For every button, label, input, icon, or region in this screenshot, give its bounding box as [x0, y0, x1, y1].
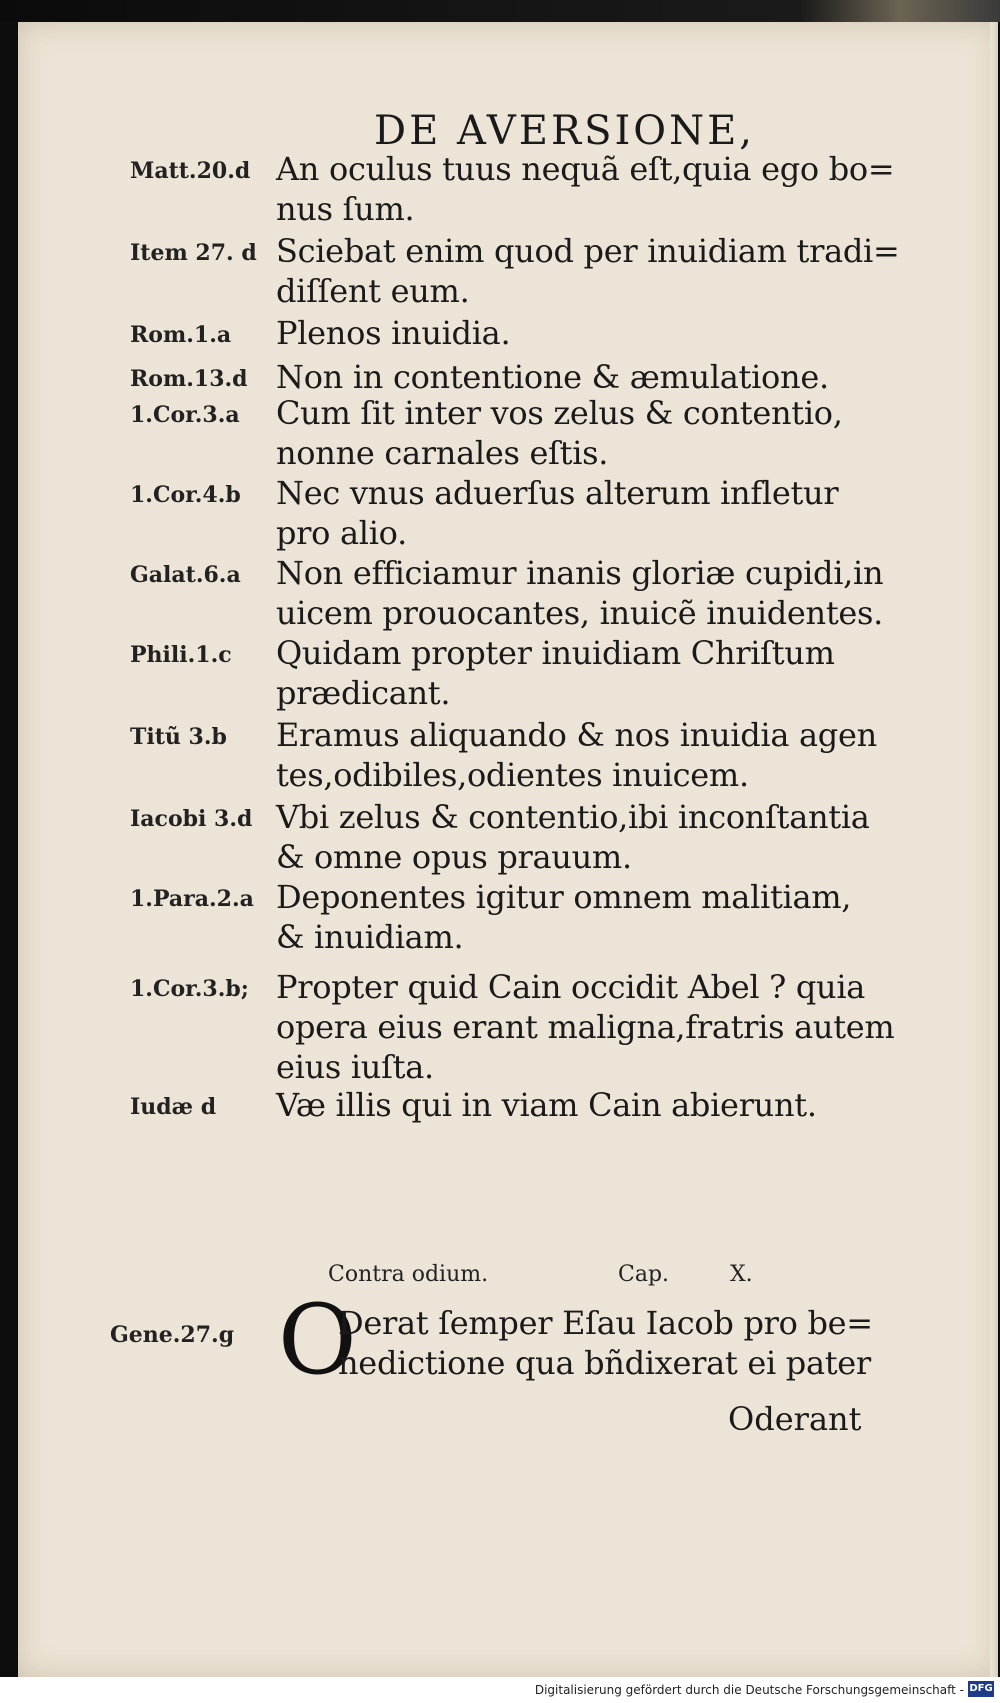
verse-line: & inuidiam. [276, 918, 464, 956]
margin-reference: 1.Cor.4.b [130, 482, 241, 508]
book-page [18, 22, 998, 1677]
margin-reference: Matt.20.d [130, 158, 251, 184]
opening-line-1: Derat ſemper Eſau Iacob pro be= [338, 1304, 873, 1342]
verse-line: Cum ſit inter vos zelus & contentio, [276, 394, 843, 432]
margin-reference: Item 27. d [130, 240, 257, 266]
verse-line: prædicant. [276, 674, 451, 712]
margin-reference: 1.Cor.3.b; [130, 976, 249, 1002]
margin-reference: 1.Para.2.a [130, 886, 254, 912]
verse-line: Sciebat enim quod per inuidiam tradi= [276, 232, 900, 270]
verse-line: Quidam propter inuidiam Chriſtum [276, 634, 835, 672]
scan-top-border [0, 0, 1000, 22]
catchword: Oderant [728, 1400, 862, 1438]
verse-line: Non efficiamur inanis gloriæ cupidi,in [276, 554, 884, 592]
verse-line: Non in contentione & æmulatione. [276, 358, 829, 396]
opening-reference: Gene.27.g [110, 1322, 235, 1348]
chapter-label: Cap. [618, 1262, 670, 1287]
verse-line: Deponentes igitur omnem malitiam, [276, 878, 852, 916]
margin-reference: Iacobi 3.d [130, 806, 253, 832]
margin-reference: Phili.1.c [130, 642, 232, 668]
verse-line: Væ illis qui in viam Cain abierunt. [276, 1086, 817, 1124]
chapter-title: Contra odium. [328, 1262, 489, 1287]
funding-notice: Digitalisierung gefördert durch die Deutsche Forschungsgemeinschaft - [534, 1683, 964, 1697]
chapter-number: X. [730, 1262, 753, 1287]
margin-reference: Titũ 3.b [130, 724, 227, 750]
margin-reference: Rom.13.d [130, 366, 248, 392]
opening-line-2: nedictione qua bñdixerat ei pater [338, 1344, 871, 1382]
verse-line: uicem prouocantes, inuicẽ inuidentes. [276, 594, 884, 632]
verse-line: nus ſum. [276, 190, 415, 228]
header-title: DE AVERSIONE, [374, 108, 755, 154]
page-edge [990, 22, 998, 1677]
verse-line: Nec vnus aduerſus alterum infletur [276, 474, 839, 512]
digitization-footer [0, 1677, 1000, 1703]
margin-reference: Iudæ d [130, 1094, 217, 1120]
verse-line: Eramus aliquando & nos inuidia agen [276, 716, 877, 754]
margin-reference: Rom.1.a [130, 322, 232, 348]
verse-line: pro alio. [276, 514, 407, 552]
verse-line: nonne carnales eſtis. [276, 434, 609, 472]
verse-line: & omne opus prauum. [276, 838, 632, 876]
verse-line: tes,odibiles,odientes inuicem. [276, 756, 749, 794]
dfg-logo: DFG [968, 1681, 994, 1697]
verse-line: Plenos inuidia. [276, 314, 511, 352]
verse-line: eius iuſta. [276, 1048, 434, 1086]
verse-line: Vbi zelus & contentio,ibi inconſtantia [276, 798, 870, 836]
margin-reference: Galat.6.a [130, 562, 241, 588]
margin-reference: 1.Cor.3.a [130, 402, 240, 428]
verse-line: opera eius erant maligna,fratris autem [276, 1008, 895, 1046]
drop-capital: O [278, 1284, 357, 1396]
verse-line: An oculus tuus nequã eſt,quia ego bo= [276, 150, 895, 188]
verse-line: Propter quid Cain occidit Abel ? quia [276, 968, 866, 1006]
verse-line: diſſent eum. [276, 272, 470, 310]
